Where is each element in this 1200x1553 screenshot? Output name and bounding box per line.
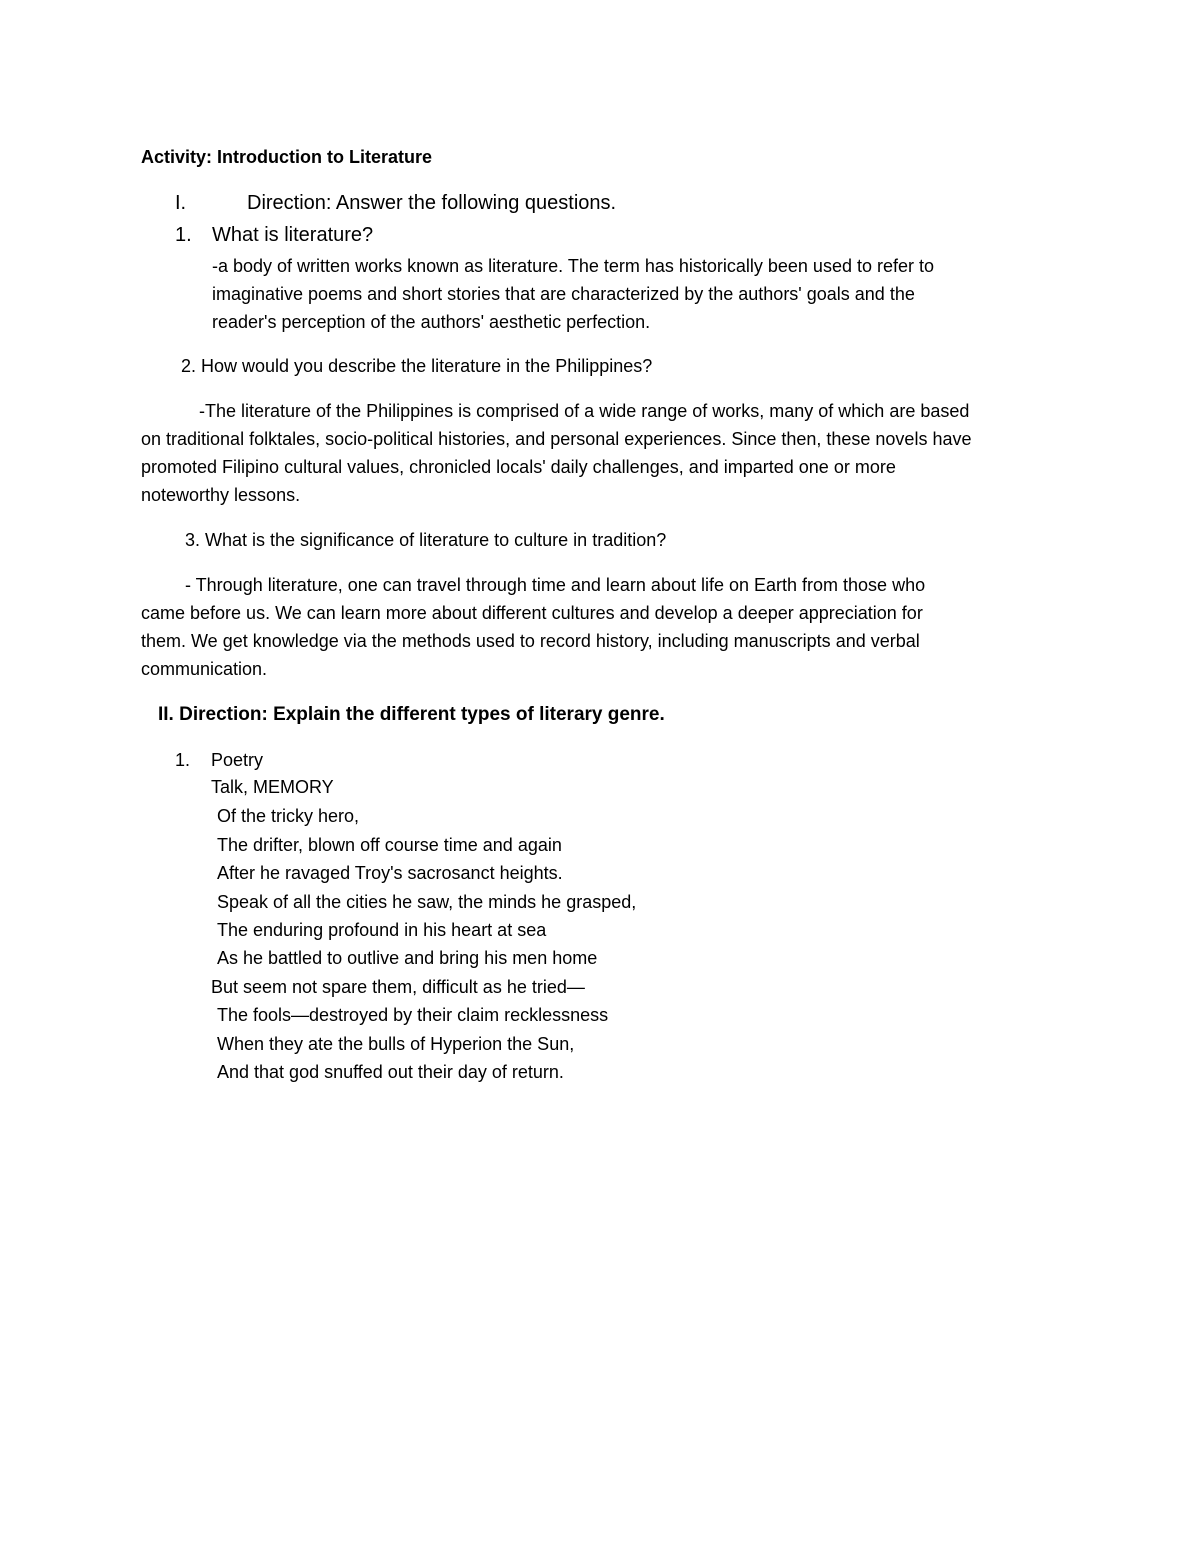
- answer-1-line: reader's perception of the authors' aesthetic perfection.: [212, 312, 651, 332]
- question-1-number: 1.: [175, 224, 192, 246]
- genre-item-1-number: 1.: [175, 750, 191, 770]
- answer-2-line: promoted Filipino cultural values, chronicled locals' daily challenges, and imparted one or more: [141, 457, 896, 477]
- answer-3-line: them. We get knowledge via the methods used to record history, including manuscripts and verbal: [141, 631, 920, 651]
- answer-3-line: - Through literature, one can travel through time and learn about life on Earth from those who: [185, 575, 926, 595]
- question-1-text: What is literature?: [212, 224, 374, 246]
- question-3-text: 3. What is the significance of literature to culture in tradition?: [185, 530, 667, 550]
- answer-3-line: came before us. We can learn more about different cultures and develop a deeper appreciation for: [141, 603, 923, 623]
- answer-3-line: communication.: [141, 659, 268, 679]
- section-1-direction: Direction: Answer the following questions.: [247, 192, 617, 214]
- poem-line: The drifter, blown off course time and again: [217, 835, 562, 855]
- answer-2-line: -The literature of the Philippines is comprised of a wide range of works, many of which are based: [199, 401, 970, 421]
- poem-line: After he ravaged Troy's sacrosanct heights.: [217, 863, 563, 883]
- poem-line: Talk, MEMORY: [211, 777, 334, 797]
- answer-1-line: imaginative poems and short stories that are characterized by the authors' goals and the: [212, 284, 915, 304]
- answer-2-line: noteworthy lessons.: [141, 485, 301, 505]
- page-title: Activity: Introduction to Literature: [141, 147, 433, 167]
- genre-item-1-label: Poetry: [211, 750, 264, 770]
- answer-1-line: -a body of written works known as literature. The term has historically been used to refer to: [212, 256, 935, 276]
- poem-line: The enduring profound in his heart at sea: [217, 920, 547, 940]
- poem-line: When they ate the bulls of Hyperion the Sun,: [217, 1034, 575, 1054]
- poem-line: And that god snuffed out their day of return.: [217, 1062, 564, 1082]
- section-2-heading: II. Direction: Explain the different types of literary genre.: [158, 704, 665, 725]
- poem-line: But seem not spare them, difficult as he tried—: [211, 977, 585, 997]
- section-1-numeral: I.: [175, 192, 187, 214]
- poem-line: Speak of all the cities he saw, the minds he grasped,: [217, 892, 637, 912]
- answer-2-line: on traditional folktales, socio-political histories, and personal experiences. Since then, these novels have: [141, 429, 972, 449]
- question-2-text: 2. How would you describe the literature in the Philippines?: [181, 356, 653, 376]
- poem-line: As he battled to outlive and bring his men home: [217, 948, 598, 968]
- poem-line: Of the tricky hero,: [217, 806, 360, 826]
- poem-line: The fools—destroyed by their claim recklessness: [217, 1005, 609, 1025]
